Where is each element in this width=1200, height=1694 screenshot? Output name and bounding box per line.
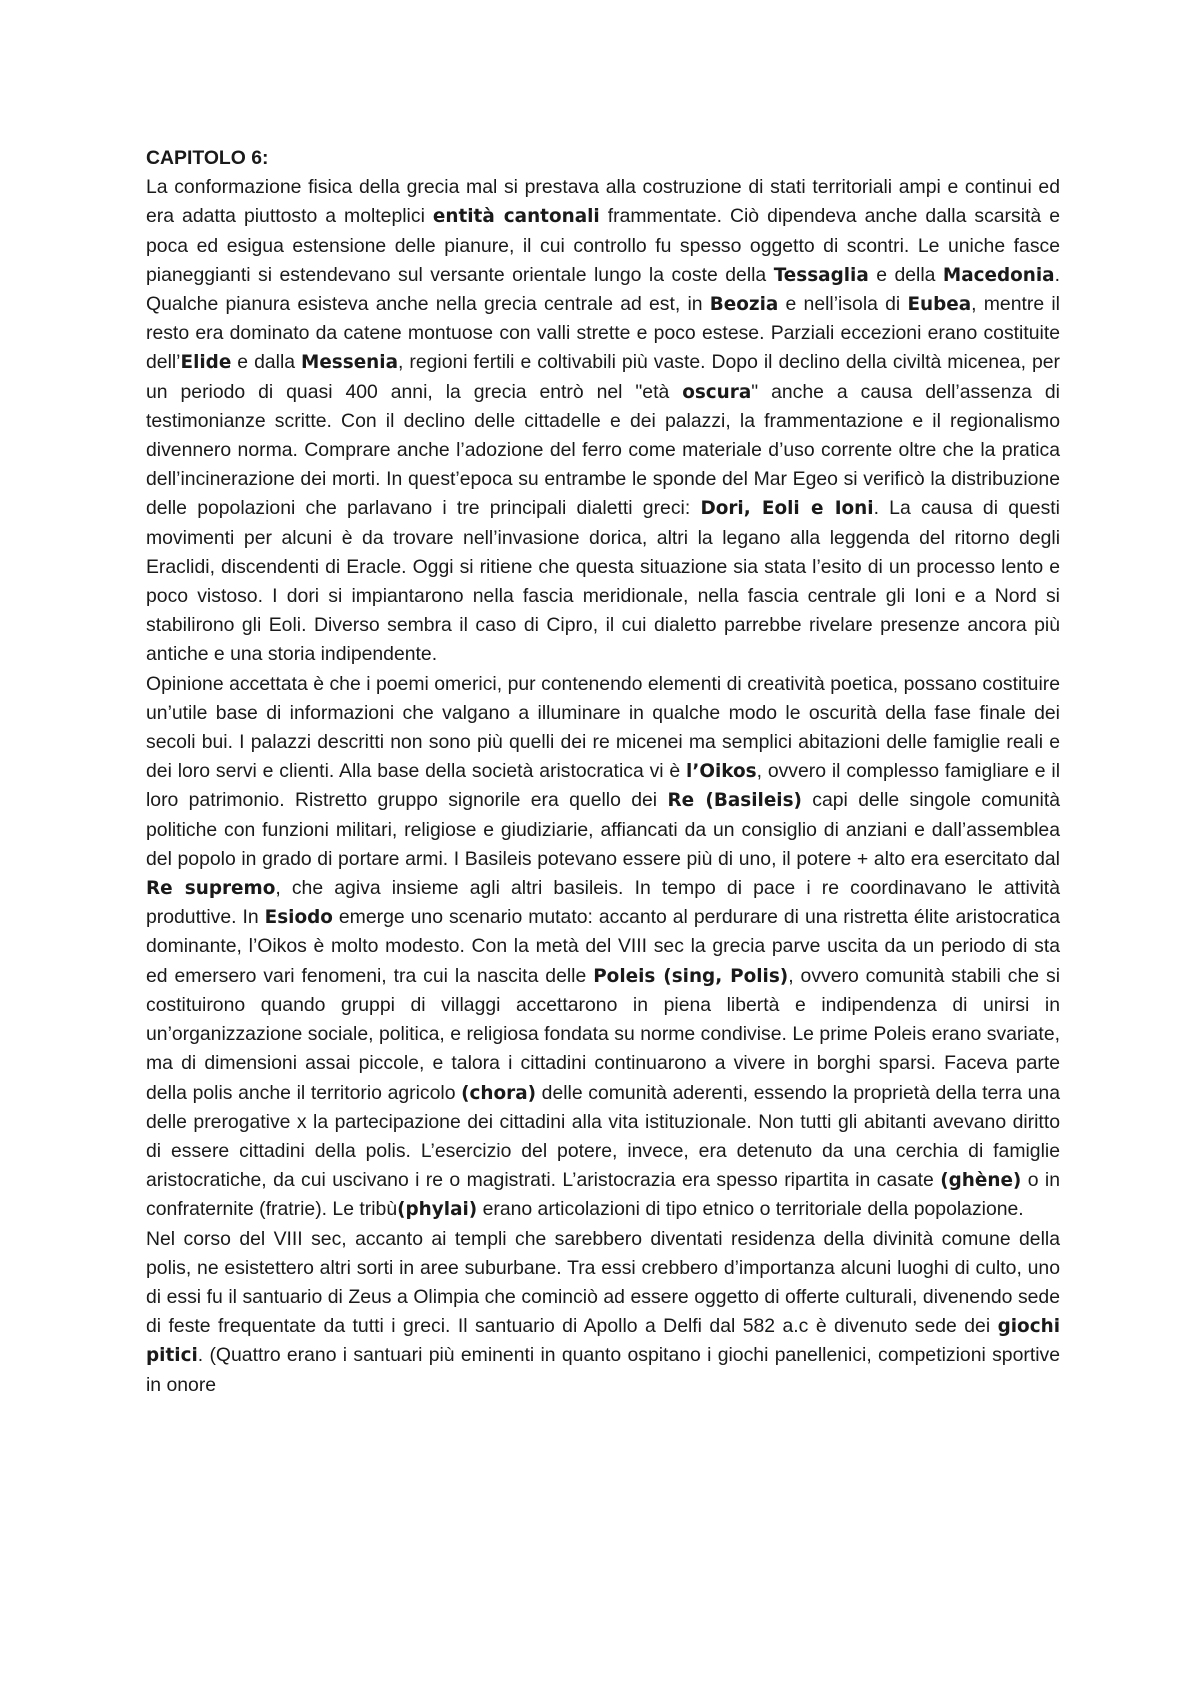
bold-term: (phylai) xyxy=(397,1199,478,1221)
text-run: " anche a causa dell’assenza di testimonianze scritte. Con il declino delle cittadelle e dei palazzi, la frammentazione e il regionalismo divennero norma. Comprare anche l’adozione del ferro come materiale d’uso corrente oltre che la pratica dell’incinerazione dei morti. In quest’epoca su entrambe le sponde del Mar Egeo si verificò la distribuzione delle popolazioni che parlavano i tre principali dialetti greci: xyxy=(146,380,1060,520)
bold-term: entità cantonali xyxy=(432,206,600,228)
text-run: frammentate. Ciò dipendeva anche dalla scarsità e poca ed esigua estensione delle pianure, il cui controllo fu spesso oggetto di scontri. Le uniche fasce pianeggianti si estendevano sul versante orientale lungo la coste della xyxy=(146,205,1060,286)
bold-term: Re supremo xyxy=(146,878,276,900)
bold-term: Macedonia xyxy=(942,264,1055,286)
text-run: . Qualche pianura esisteva anche nella grecia centrale ad est, in xyxy=(146,263,1060,316)
text-run: Opinione accettata è che i poemi omerici, pur contenendo elementi di creatività poetica, possano costituire un’utile base di informazioni che valgano a illuminare in qualche modo le oscurità della fase finale dei secoli bui. I palazzi descritti non sono più quelli dei re micenei ma semplici abitazioni delle famiglie reali e dei loro servi e clienti. Alla base della società aristocratica vi è xyxy=(146,672,1060,783)
text-run: , regioni fertili e coltivabili più vaste. Dopo il declino della civiltà micenea, per un periodo di quasi 400 anni, la grecia entrò nel "età xyxy=(146,351,1060,403)
bold-term: Esiodo xyxy=(264,907,333,929)
chapter-title: CAPITOLO 6: xyxy=(146,147,269,169)
bold-term: Re (Basileis) xyxy=(667,790,802,812)
bold-term: Elide xyxy=(180,352,232,374)
document-body xyxy=(146,173,1060,1400)
paragraph xyxy=(146,173,1060,669)
bold-term: oscura xyxy=(682,381,752,403)
paragraph xyxy=(146,670,1060,1225)
bold-term: Tessaglia xyxy=(773,264,869,286)
text-run: La conformazione fisica della grecia mal si prestava alla costruzione di stati territoriali ampi e continui ed era adatta piuttosto a molteplici xyxy=(146,176,1060,228)
bold-term: Beozia xyxy=(709,294,779,316)
bold-term: Dori, Eoli e Ioni xyxy=(700,498,874,520)
text-run: , che agiva insieme agli altri basileis. In tempo di pace i re coordinavano le attività produttive. In xyxy=(146,877,1060,929)
paragraph xyxy=(146,1225,1060,1400)
text-run: e nell’isola di xyxy=(778,293,908,316)
text-run: e dalla xyxy=(231,351,302,374)
text-run: emerge uno scenario mutato: accanto al perdurare di una ristretta élite aristocratica dominante, l’Oikos è molto modesto. Con la metà del VIII sec la grecia parve uscita da un periodo di sta ed emersero vari fenomeni, tra cui la nascita delle xyxy=(146,906,1060,987)
text-run: delle comunità aderenti, essendo la proprietà della terra una delle prerogative x la partecipazione dei cittadini alla vita istituzionale. Non tutti gli abitanti avevano diritto di essere cittadini della polis. L’esercizio del potere, invece, era detenuto da una cerchia di famiglie aristocratiche, da cui uscivano i re o magistrati. L’aristocrazia era spesso ripartita in casate xyxy=(146,1081,1060,1192)
text-run: . La causa di questi movimenti per alcuni è da trovare nell’invasione dorica, altri la legano alla leggenda del ritorno degli Eraclidi, discendenti di Eracle. Oggi si ritiene che questa situazione sia stata l’esito di un processo lento e poco vistoso. I dori si impiantarono nella fascia meridionale, nella fascia centrale gli Ioni e a Nord si stabilirono gli Eoli. Diverso sembra il caso di Cipro, il cui dialetto parrebbe rivelare presenze ancora più antiche e una storia indipendente. xyxy=(146,497,1060,666)
bold-term: (chora) xyxy=(461,1082,537,1104)
bold-term: Messenia xyxy=(301,352,398,374)
text-run: , ovvero comunità stabili che si costituirono quando gruppi di villaggi accettarono in piena libertà e indipendenza di unirsi in un’organizzazione sociale, politica, e religiosa fondata su norme condivise. Le prime Poleis erano svariate, ma di dimensioni assai piccole, e talora i cittadini continuarono a vivere in borghi sparsi. Faceva parte della polis anche il territorio agricolo xyxy=(146,964,1060,1104)
bold-term: (ghène) xyxy=(940,1170,1022,1192)
text-run: , mentre il resto era dominato da catene montuose con valli strette e poco estese. Parziali eccezioni erano costituite dell’ xyxy=(146,293,1060,374)
text-run: o in confraternite (fratrie). Le tribù xyxy=(146,1169,1060,1221)
bold-term: Poleis (sing, Polis) xyxy=(593,965,789,987)
document-page xyxy=(146,144,1060,1400)
bold-term: Eubea xyxy=(907,294,972,316)
text-run: Nel corso del VIII sec, accanto ai templi che sarebbero diventati residenza della divinità comune della polis, ne esistettero altri sorti in aree suburbane. Tra essi crebbero d’importanza alcuni luoghi di culto, uno di essi fu il santuario di Zeus a Olimpia che cominciò ad essere oggetto di offerte culturali, divenendo sede di feste frequentate da tutti i greci. Il santuario di Apollo a Delfi dal 582 a.c è divenuto sede dei xyxy=(146,1227,1060,1338)
bold-term: giochi pitici xyxy=(146,1316,1060,1367)
text-run: e della xyxy=(868,263,943,286)
bold-term: l’Oikos xyxy=(686,761,757,783)
text-run: . (Quattro erano i santuari più eminenti in quanto ospitano i giochi panellenici, competizioni sportive in onore xyxy=(146,1344,1060,1396)
text-run: , ovvero il complesso famigliare e il loro patrimonio. Ristretto gruppo signorile era quello dei xyxy=(146,760,1060,812)
text-run: erano articolazioni di tipo etnico o territoriale della popolazione. xyxy=(477,1198,1024,1221)
text-run: capi delle singole comunità politiche con funzioni militari, religiose e giudiziarie, affiancati da un consiglio di anziani e dall’assemblea del popolo in grado di portare armi. I Basileis potevano essere più di uno, il potere + alto era esercitato dal xyxy=(146,789,1060,870)
